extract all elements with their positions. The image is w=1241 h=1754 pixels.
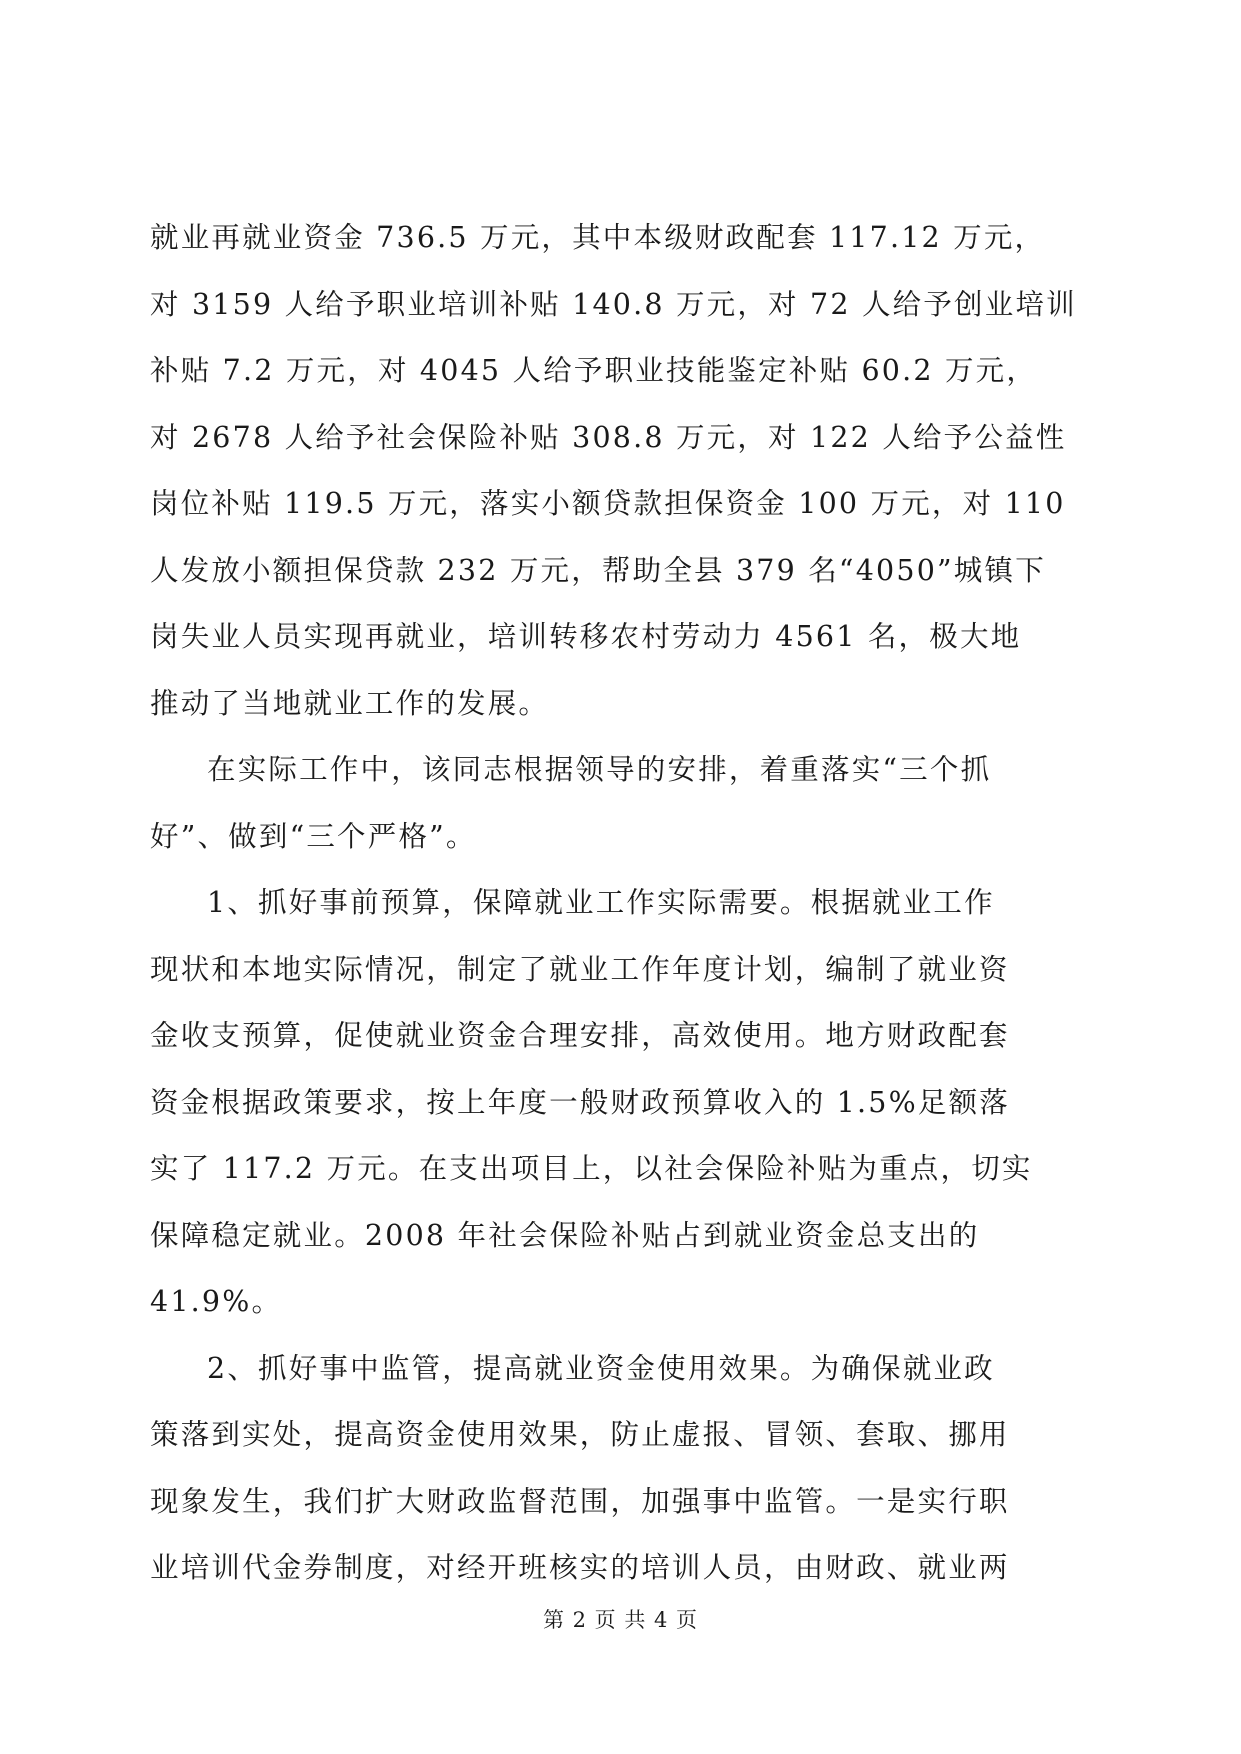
text-line: 就业再就业资金 736.5 万元，其中本级财政配套 117.12 万元， <box>150 221 1046 254</box>
text-line: 2、抓好事中监管，提高就业资金使用效果。为确保就业政 <box>207 1351 995 1385</box>
document-body <box>150 205 1090 1602</box>
text-line: 对 2678 人给予社会保险补贴 308.8 万元，对 122 人给予公益性 <box>150 420 1067 454</box>
paragraph-point-2 <box>150 1336 1090 1602</box>
text-line: 对 3159 人给予职业培训补贴 140.8 万元，对 72 人给予创业培训 <box>150 287 1077 321</box>
text-line: 补贴 7.2 万元，对 4045 人给予职业技能鉴定补贴 60.2 万元， <box>150 354 1038 387</box>
text-line: 资金根据政策要求，按上年度一般财政预算收入的 1.5%足额落 <box>150 1085 1010 1119</box>
page-number-footer: 第 2 页 共 4 页 <box>542 1608 699 1632</box>
text-line: 现象发生，我们扩大财政监督范围，加强事中监管。一是实行职 <box>150 1484 1010 1518</box>
text-line: 41.9%。 <box>150 1285 283 1318</box>
text-line: 现状和本地实际情况，制定了就业工作年度计划，编制了就业资 <box>150 952 1010 986</box>
paragraph-point-1 <box>150 870 1090 1336</box>
text-line: 实了 117.2 万元。在支出项目上，以社会保险补贴为重点，切实 <box>150 1152 1033 1185</box>
text-line: 保障稳定就业。2008 年社会保险补贴占到就业资金总支出的 <box>150 1218 980 1252</box>
text-line: 推动了当地就业工作的发展。 <box>150 686 550 720</box>
paragraph-funding-summary <box>150 205 1090 737</box>
text-line: 业培训代金券制度，对经开班核实的培训人员，由财政、就业两 <box>150 1551 1010 1584</box>
text-line: 在实际工作中，该同志根据领导的安排，着重落实“三个抓 <box>207 753 992 786</box>
paragraph-three-priorities <box>150 737 1090 870</box>
text-line: 金收支预算，促使就业资金合理安排，高效使用。地方财政配套 <box>150 1019 1010 1052</box>
text-line: 1、抓好事前预算，保障就业工作实际需要。根据就业工作 <box>207 886 995 919</box>
text-line: 好”、做到“三个严格”。 <box>150 819 477 853</box>
text-line: 岗失业人员实现再就业，培训转移农村劳动力 4561 名，极大地 <box>150 620 1022 653</box>
text-line: 人发放小额担保贷款 232 万元，帮助全县 379 名“4050”城镇下 <box>150 553 1046 587</box>
text-line: 岗位补贴 119.5 万元，落实小额贷款担保资金 100 万元，对 110 <box>150 487 1066 520</box>
text-line: 策落到实处，提高资金使用效果，防止虚报、冒领、套取、挪用 <box>150 1418 1010 1451</box>
